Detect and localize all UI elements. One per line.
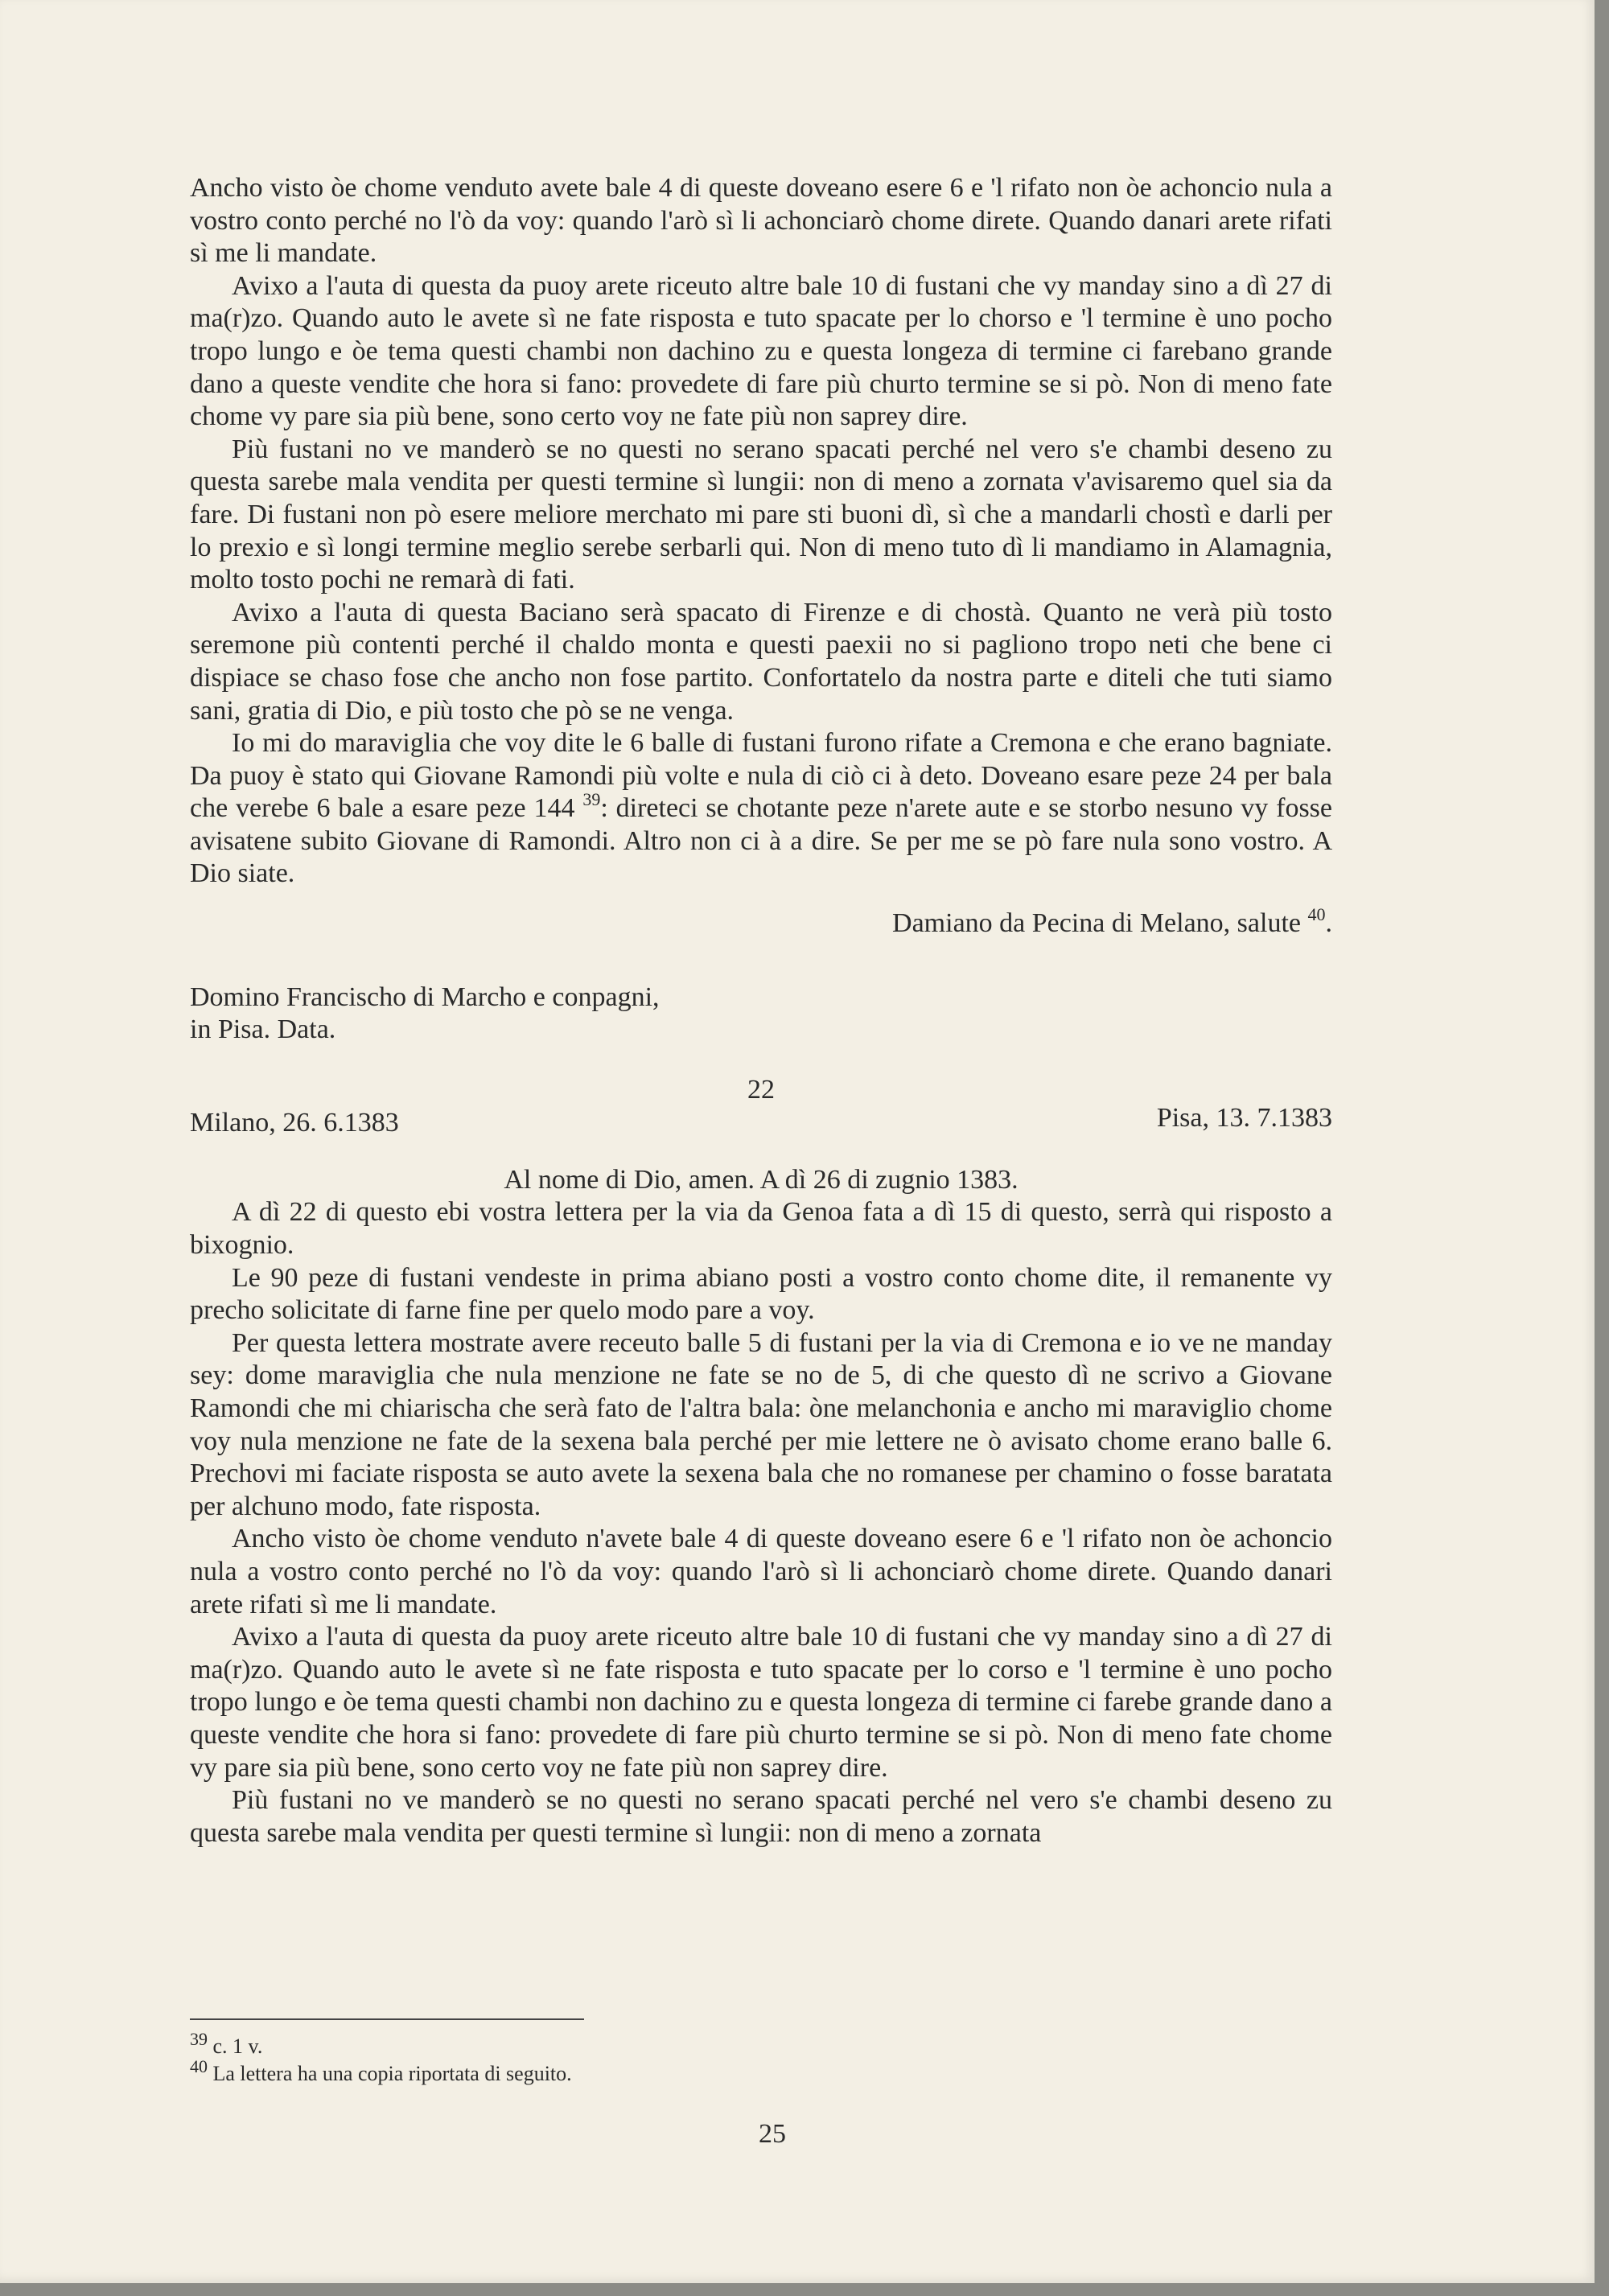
letter-heading: Al nome di Dio, amen. A dì 26 di zugnio 1383. [504,1164,1018,1195]
paragraph: Avixo a l'auta di questa da puoy arete riceuto altre bale 10 di fustani che vy manday sino a dì 27 di ma(r)zo. Quando auto le avete sì ne fate risposta e tuto spacate per lo corso e 'l termine è uno pocho tropo lungo e òe tema questi chambi non dachino zu e questa longeza di termine ci farebe grande dano a queste vendite che hora si fano: provedete di fare più churto termine se si pò. Non di meno fate chome vy pare sia più bene, sono certo voy ne fate più non saprey dire. [190,1622,1332,1783]
paragraph: Più fustani no ve manderò se no questi no serano spacati perché nel vero s'e chambi deseno zu questa sarebe mala vendita per questi termine sì lungii: non di meno a zornata [190,1785,1332,1848]
footnote-ref[interactable]: 39 [582,789,601,810]
paragraph: Avixo a l'auta di questa da puoy arete riceuto altre bale 10 di fustani che vy manday sino a dì 27 di ma(r)zo. Quando auto le avete sì ne fate risposta e tuto spacate per lo chorso e 'l termine è uno pocho tropo lungo e òe tema questi chambi non dachino zu e questa longeza di termine ci farebano grande dano a queste vendite che hora si fano: provedete di fare più churto termine se si pò. Non di meno fate chome vy pare sia più bene, sono certo voy ne fate più non saprey dire. [190,270,1332,432]
paragraph: Ancho visto òe chome venduto avete bale 4 di queste doveano esere 6 e 'l rifato non òe achoncio nula a vostro conto perché no l'ò da voy: quando l'arò sì li achonciarò chome direte. Quando danari arete rifati sì me li mandate. [190,173,1332,269]
signature [190,904,1332,940]
paragraph [190,727,1332,891]
paragraph-text: : direteci se chotante peze n'arete aute e se storbo nesuno vy fosse avisatene subito Giovane di Ramondi. Altro non ci à a dire. Se per me se pò fare nula sono vostro. A Dio siate. [190,793,1333,889]
paragraph: Avixo a l'auta di questa Baciano serà spacato di Firenze e di chostà. Quanto ne verà più tosto seremone più contenti perché il chaldo monta e questi paexii no si pagliono tropo neti che bene ci dispiace se chaso fose che ancho non fose partito. Confortatelo da nostra parte e diteli che tuti siamo sani, gratia di Dio, e più tosto che pò se ne venga. [190,597,1332,726]
footnotes [190,2029,572,2088]
address-line: in Pisa. Data. [190,1014,336,1045]
letter-header [190,1074,1332,1139]
footnote-ref[interactable]: 40 [1307,904,1326,925]
footnote-text: c. 1 v. [212,2035,263,2058]
letter-destination: Pisa, 13. 7.1383 [1156,1102,1332,1133]
signature-period: . [1325,908,1332,939]
page-body [190,172,1332,1850]
footnote-text: La lettera ha una copia riportata di seguito. [212,2062,572,2085]
paragraph-text: Io mi do maraviglia che voy dite le 6 balle di fustani furono rifate a Cremona e che erano bagniate. Da puoy è stato qui Giovane Ramondi più volte e nula di ciò ci à deto. Doveano esare peze 24 per bala che verebe 6 bale a esare peze 144 [190,728,1332,824]
footnote [190,2056,572,2088]
footnote-mark: 39 [190,2029,208,2049]
letter-origin: Milano, 26. 6.1383 [190,1107,399,1138]
address-line: Domino Francischo di Marcho e conpagni, [190,981,660,1012]
paragraph: Le 90 peze di fustani vendeste in prima abiano posti a vostro conto chome dite, il remanente vy precho solicitate di farne fine per quelo modo pare a voy. [190,1262,1332,1326]
page-number: 25 [759,2119,786,2149]
paragraph: A dì 22 di questo ebi vostra lettera per la via da Genoa fata a dì 15 di questo, serrà qui risposto a bixognio. [190,1197,1332,1261]
paragraph: Più fustani no ve manderò se no questi no serano spacati perché nel vero s'e chambi deseno zu questa sarebe mala vendita per questi termine sì lungii: non di meno a zornata v'avisaremo quel sia da fare. Di fustani non pò esere meliore merchato mi pare sti buoni dì, sì che a mandarli chostì e darli per lo prexio e sì longi termine meglio serebe serbarli qui. Non di meno tuto dì li mandiamo in Alamagnia, molto tosto pochi ne remarà di fati. [190,434,1332,595]
letter-number: 22 [747,1074,775,1105]
footnote-rule [190,2018,584,2020]
paragraph: Per questa lettera mostrate avere receuto balle 5 di fustani per la via di Cremona e io ve ne manday sey: dome maraviglia che nula menzione ne fate se no de 5, di che questo dì ne scrivo a Giovane Ramondi che mi chiarischa che serà fato de l'altra bala: òne melanchonia e ancho mi maraviglio chome voy nula menzione ne fate de la sexena bala perché per mie lettere ne ò avisato chome erano balle 6. Prechovi mi faciate risposta se auto avete la sexena bala che no romanese per chamino o fosse baratata per alchuno modo, fate risposta. [190,1327,1332,1521]
paragraph: Ancho visto òe chome venduto n'avete bale 4 di queste doveano esere 6 e 'l rifato non òe achoncio nula a vostro conto perché no l'ò da voy: quando l'arò sì li achonciarò chome direte. Quando danari arete rifati sì me li mandate. [190,1524,1332,1619]
footnote-mark: 40 [190,2056,208,2076]
signature-text: Damiano da Pecina di Melano, salute [892,908,1301,939]
footnote [190,2029,572,2060]
